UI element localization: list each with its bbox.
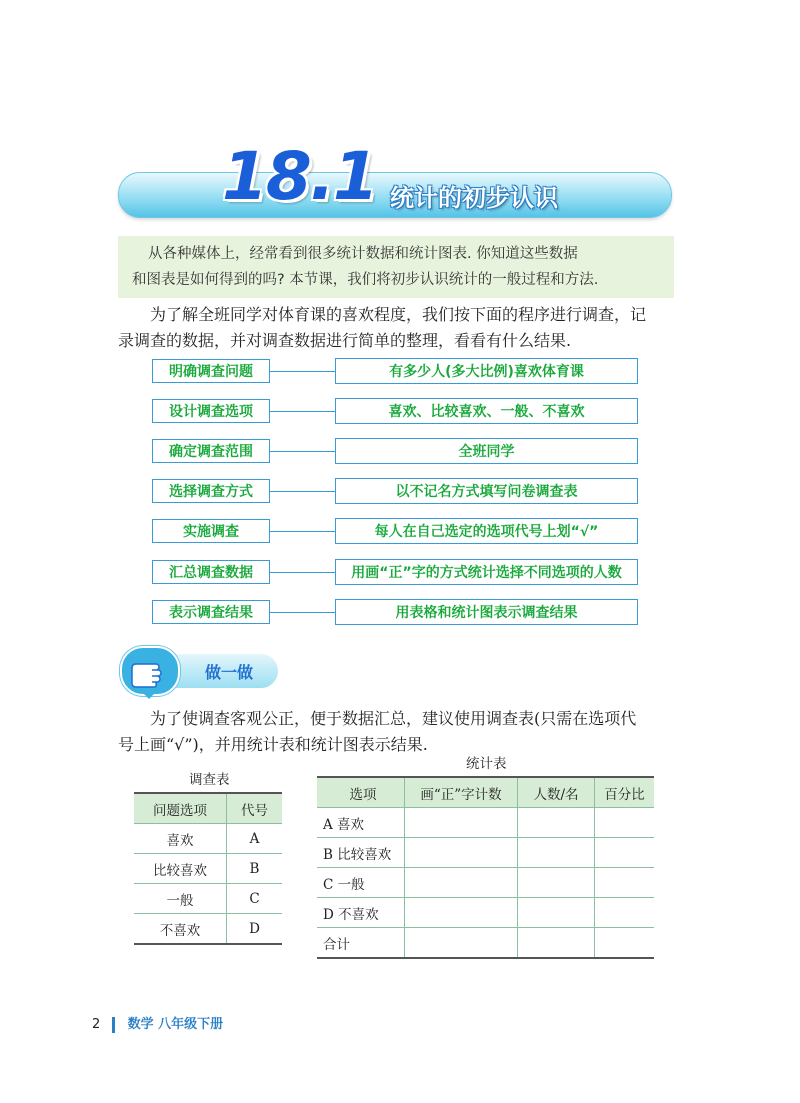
page-number: 2 <box>92 1017 101 1032</box>
flow-step-label: 确定调查范围 <box>152 439 270 463</box>
flow-connector <box>270 371 335 372</box>
flow-connector <box>270 491 335 492</box>
paragraph-2-line-1: 为了使调查客观公正，便于数据汇总，建议使用调查表(只需在选项代 <box>150 709 637 728</box>
table-cell: A 喜欢 <box>317 808 405 838</box>
table-header-cell: 问题选项 <box>134 793 227 824</box>
flow-step-label: 选择调查方式 <box>152 479 270 503</box>
flow-connector <box>270 612 335 613</box>
table-cell <box>518 808 595 838</box>
flow-step-detail: 以不记名方式填写问卷调查表 <box>335 478 638 504</box>
table-cell: C <box>227 884 283 914</box>
table-header-cell: 画“正”字计数 <box>405 777 518 808</box>
table-cell: B 比较喜欢 <box>317 838 405 868</box>
table-header-row <box>317 777 654 808</box>
table-cell: 不喜欢 <box>134 914 227 945</box>
table-cell <box>518 898 595 928</box>
flow-connector <box>270 572 335 573</box>
table-row <box>134 914 282 945</box>
table-cell <box>405 838 518 868</box>
table-cell: 喜欢 <box>134 824 227 854</box>
table-cell: A <box>227 824 283 854</box>
table-cell <box>518 928 595 959</box>
table-row <box>134 884 282 914</box>
table-cell: 比较喜欢 <box>134 854 227 884</box>
flow-step-detail: 用表格和统计图表示调查结果 <box>335 599 638 625</box>
paragraph-1-line-2: 录调查的数据，并对调查数据进行简单的整理，看看有什么结果. <box>118 331 572 350</box>
table-cell <box>405 928 518 959</box>
table-cell <box>518 838 595 868</box>
flow-step-label: 设计调查选项 <box>152 399 270 423</box>
activity-label: 做一做 <box>205 663 254 682</box>
table-cell: 合计 <box>317 928 405 959</box>
flow-step-detail: 每人在自己选定的选项代号上划“√” <box>335 518 638 544</box>
flow-step-label: 表示调查结果 <box>152 600 270 624</box>
survey-table <box>134 792 282 945</box>
table-row <box>317 808 654 838</box>
table-header-cell: 百分比 <box>595 777 655 808</box>
table-cell: D 不喜欢 <box>317 898 405 928</box>
table-row <box>317 868 654 898</box>
section-number: 18.1 <box>222 138 377 215</box>
paragraph-1-line-1: 为了解全班同学对体育课的喜欢程度，我们按下面的程序进行调查，记 <box>150 305 647 324</box>
table-cell <box>518 868 595 898</box>
table-row <box>134 824 282 854</box>
table-cell <box>595 838 655 868</box>
table-cell <box>595 898 655 928</box>
section-title: 统计的初步认识 <box>390 184 558 212</box>
flow-step-label: 实施调查 <box>152 519 270 543</box>
table-header-cell: 选项 <box>317 777 405 808</box>
table-cell: 一般 <box>134 884 227 914</box>
table-cell: C 一般 <box>317 868 405 898</box>
table-row <box>134 854 282 884</box>
book-title: 数学 八年级下册 <box>127 1017 224 1032</box>
activity-pointer <box>140 690 158 699</box>
table-cell <box>405 868 518 898</box>
table-row <box>317 898 654 928</box>
survey-table-caption: 调查表 <box>189 772 230 788</box>
table-header-cell: 人数/名 <box>518 777 595 808</box>
table-cell <box>595 808 655 838</box>
table-cell: D <box>227 914 283 945</box>
intro-box <box>118 236 674 298</box>
activity-icon-badge <box>120 646 180 696</box>
flow-connector <box>270 451 335 452</box>
table-cell <box>595 868 655 898</box>
table-header-cell: 代号 <box>227 793 283 824</box>
flow-step-detail: 喜欢、比较喜欢、一般、不喜欢 <box>335 398 638 424</box>
intro-line-2: 和图表是如何得到的吗? 本节课，我们将初步认识统计的一般过程和方法. <box>132 272 599 288</box>
table-cell <box>595 928 655 959</box>
flow-connector <box>270 411 335 412</box>
stats-table-caption: 统计表 <box>466 756 507 772</box>
hand-pointing-icon <box>122 648 178 694</box>
table-cell <box>405 898 518 928</box>
flow-step-detail: 有多少人(多大比例)喜欢体育课 <box>335 358 638 384</box>
flow-step-detail: 用画“正”字的方式统计选择不同选项的人数 <box>335 559 638 585</box>
table-row <box>317 838 654 868</box>
table-cell <box>405 808 518 838</box>
paragraph-2-line-2: 号上画“√”)，并用统计表和统计图表示结果. <box>118 735 428 754</box>
page-footer <box>92 1013 223 1033</box>
flow-step-label: 明确调查问题 <box>152 359 270 383</box>
flow-connector <box>270 531 335 532</box>
footer-divider <box>112 1017 115 1033</box>
table-row <box>317 928 654 959</box>
table-header-row <box>134 793 282 824</box>
intro-line-1: 从各种媒体上，经常看到很多统计数据和统计图表. 你知道这些数据 <box>148 246 578 262</box>
flow-step-label: 汇总调查数据 <box>152 560 270 584</box>
table-cell: B <box>227 854 283 884</box>
flow-step-detail: 全班同学 <box>335 438 638 464</box>
stats-table <box>317 776 654 959</box>
